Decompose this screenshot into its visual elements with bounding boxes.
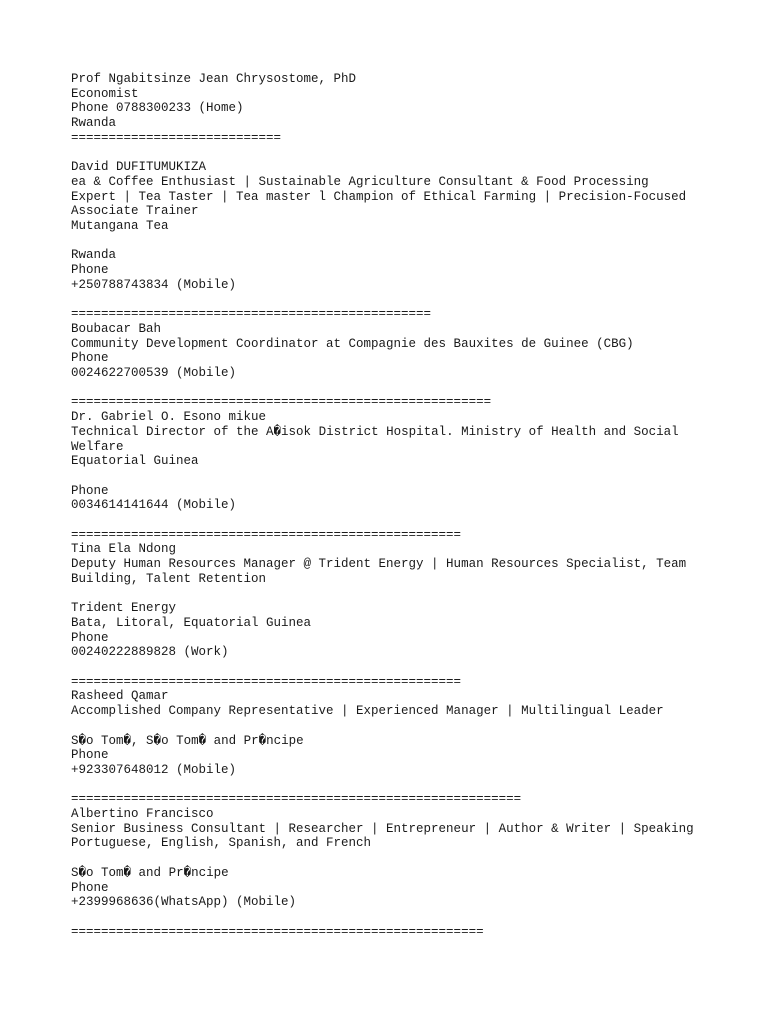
text-line: +250788743834 (Mobile)	[71, 277, 237, 292]
separator-line: ========================================================	[71, 395, 492, 410]
text-line: Senior Business Consultant | Researcher | Entrepreneur | Author & Writer | Speaking	[71, 821, 694, 836]
text-line: S�o Tom� and Pr�ncipe	[71, 865, 229, 880]
document-text	[71, 72, 761, 939]
text-line: Building, Talent Retention	[71, 571, 267, 586]
text-line: Economist	[71, 86, 139, 101]
text-line: Dr. Gabriel O. Esono mikue	[71, 410, 267, 425]
blank-line	[71, 910, 761, 925]
text-line: Phone	[71, 263, 109, 278]
blank-line	[71, 146, 761, 161]
blank-line	[71, 234, 761, 249]
text-line: Accomplished Company Representative | Experienced Manager | Multilingual Leader	[71, 704, 664, 719]
text-line: 0034614141644 (Mobile)	[71, 498, 237, 513]
text-line: Tina Ela Ndong	[71, 542, 177, 557]
text-line: Phone	[71, 880, 109, 895]
blank-line	[71, 851, 761, 866]
blank-line	[71, 719, 761, 734]
text-line: Boubacar Bah	[71, 321, 162, 336]
text-line: 00240222889828 (Work)	[71, 645, 229, 660]
text-line: Deputy Human Resources Manager @ Trident Energy | Human Resources Specialist, Team	[71, 557, 687, 572]
text-line: Albertino Francisco	[71, 807, 214, 821]
text-line: +2399968636(WhatsApp) (Mobile)	[71, 895, 297, 910]
separator-line: ====================================================	[71, 674, 462, 689]
text-line: Rwanda	[71, 116, 117, 131]
text-line: S�o Tom�, S�o Tom� and Pr�ncipe	[71, 733, 304, 748]
blank-line	[71, 778, 761, 793]
text-line: Rasheed Qamar	[71, 689, 169, 704]
text-line: Trident Energy	[71, 601, 177, 616]
separator-line: ====================================================	[71, 527, 462, 542]
text-line: Expert | Tea Taster | Tea master l Champion of Ethical Farming | Precision-Focused	[71, 189, 687, 204]
text-line: Technical Director of the A�isok District Hospital. Ministry of Health and Social	[71, 424, 679, 439]
text-line: Phone 0788300233 (Home)	[71, 101, 244, 116]
text-line: Prof Ngabitsinze Jean Chrysostome, PhD	[71, 72, 357, 86]
blank-line	[71, 587, 761, 602]
text-line: Bata, Litoral, Equatorial Guinea	[71, 615, 312, 630]
blank-line	[71, 469, 761, 484]
blank-line	[71, 381, 761, 396]
text-line: Community Development Coordinator at Compagnie des Bauxites de Guinee (CBG)	[71, 336, 634, 351]
text-line: Phone	[71, 483, 109, 498]
separator-line: ================================================	[71, 307, 432, 322]
text-line: Rwanda	[71, 248, 117, 263]
separator-line: =======================================================	[71, 924, 484, 939]
text-line: Equatorial Guinea	[71, 454, 199, 469]
separator-line: ============================	[71, 130, 282, 145]
text-line: +923307648012 (Mobile)	[71, 762, 237, 777]
blank-line	[71, 513, 761, 528]
text-line: David DUFITUMUKIZA	[71, 160, 207, 175]
blank-line	[71, 660, 761, 675]
text-line: Mutangana Tea	[71, 219, 169, 234]
blank-line	[71, 293, 761, 308]
text-line: ea & Coffee Enthusiast | Sustainable Agriculture Consultant & Food Processing	[71, 174, 649, 189]
text-line: 0024622700539 (Mobile)	[71, 366, 237, 381]
text-line: Phone	[71, 748, 109, 763]
text-line: Welfare	[71, 439, 124, 454]
text-line: Phone	[71, 351, 109, 366]
text-line: Associate Trainer	[71, 204, 199, 219]
separator-line: ============================================================	[71, 792, 522, 807]
text-line: Phone	[71, 630, 109, 645]
text-line: Portuguese, English, Spanish, and French	[71, 836, 372, 851]
